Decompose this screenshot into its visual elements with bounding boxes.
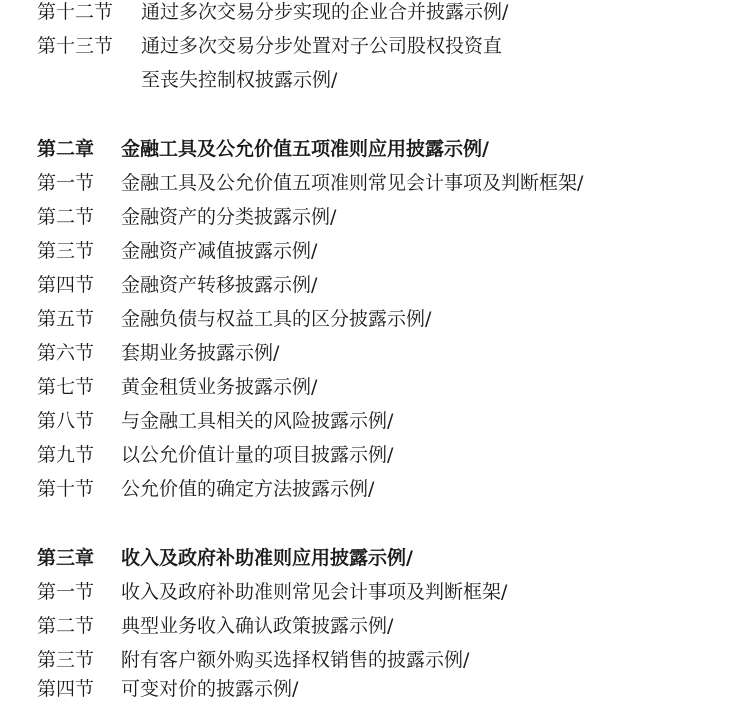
toc-entry-section-12	[37, 0, 508, 29]
toc-entry-ch2-section-8	[37, 404, 393, 438]
toc-entry-ch2-section-2	[37, 200, 336, 234]
toc-entry-ch2-section-1	[37, 166, 583, 200]
section-number: 第三节	[37, 240, 95, 262]
toc-entry-ch2-section-4	[37, 268, 317, 302]
section-number: 第四节	[37, 678, 95, 700]
section-title: 金融资产的分类披露示例/	[121, 206, 337, 228]
section-title: 与金融工具相关的风险披露示例/	[121, 410, 394, 432]
chapter-title: 收入及政府补助准则应用披露示例/	[121, 547, 413, 569]
section-title: 公允价值的确定方法披露示例/	[121, 478, 375, 500]
toc-entry-ch2-section-7	[37, 370, 317, 404]
chapter-number: 第二章	[37, 138, 95, 160]
section-title-continued: 至丧失控制权披露示例/	[141, 69, 338, 91]
section-title: 附有客户额外购买选择权销售的披露示例/	[121, 649, 470, 671]
section-title: 金融资产转移披露示例/	[121, 274, 318, 296]
section-title: 典型业务收入确认政策披露示例/	[121, 615, 394, 637]
section-title: 通过多次交易分步实现的企业合并披露示例/	[141, 1, 509, 23]
toc-entry-ch3-section-1	[37, 575, 507, 609]
section-number: 第十节	[37, 478, 95, 500]
section-number: 第二节	[37, 615, 95, 637]
section-title: 通过多次交易分步处置对子公司股权投资直	[141, 35, 503, 57]
section-number: 第一节	[37, 172, 95, 194]
chapter-title: 金融工具及公允价值五项准则应用披露示例/	[121, 138, 489, 160]
section-title: 金融资产减值披露示例/	[121, 240, 318, 262]
toc-entry-section-13	[37, 29, 502, 63]
section-number: 第九节	[37, 444, 95, 466]
section-number: 第七节	[37, 376, 95, 398]
section-title: 以公允价值计量的项目披露示例/	[121, 444, 394, 466]
toc-entry-ch2-section-3	[37, 234, 317, 268]
section-number: 第八节	[37, 410, 95, 432]
toc-entry-ch2-section-9	[37, 438, 393, 472]
section-number: 第二节	[37, 206, 95, 228]
toc-entry-ch2-section-10	[37, 472, 374, 506]
section-title: 金融工具及公允价值五项准则常见会计事项及判断框架/	[121, 172, 584, 194]
chapter-number: 第三章	[37, 547, 95, 569]
section-title: 套期业务披露示例/	[121, 342, 280, 364]
toc-entry-ch3-section-2	[37, 609, 393, 643]
section-title: 黄金租赁业务披露示例/	[121, 376, 318, 398]
section-number: 第六节	[37, 342, 95, 364]
section-number: 第十二节	[37, 1, 114, 23]
section-title: 金融负债与权益工具的区分披露示例/	[121, 308, 432, 330]
toc-entry-ch2-section-6	[37, 336, 279, 370]
section-number: 第十三节	[37, 35, 114, 57]
toc-entry-chapter-2	[37, 132, 489, 166]
toc-entry-ch2-section-5	[37, 302, 431, 336]
section-number: 第三节	[37, 649, 95, 671]
section-number: 第五节	[37, 308, 95, 330]
toc-entry-ch3-section-4	[37, 672, 298, 706]
toc-entry-chapter-3	[37, 541, 413, 575]
section-number: 第四节	[37, 274, 95, 296]
section-number: 第一节	[37, 581, 95, 603]
toc-entry-section-13-continued	[141, 63, 337, 97]
section-title: 可变对价的披露示例/	[121, 678, 299, 700]
section-title: 收入及政府补助准则常见会计事项及判断框架/	[121, 581, 508, 603]
